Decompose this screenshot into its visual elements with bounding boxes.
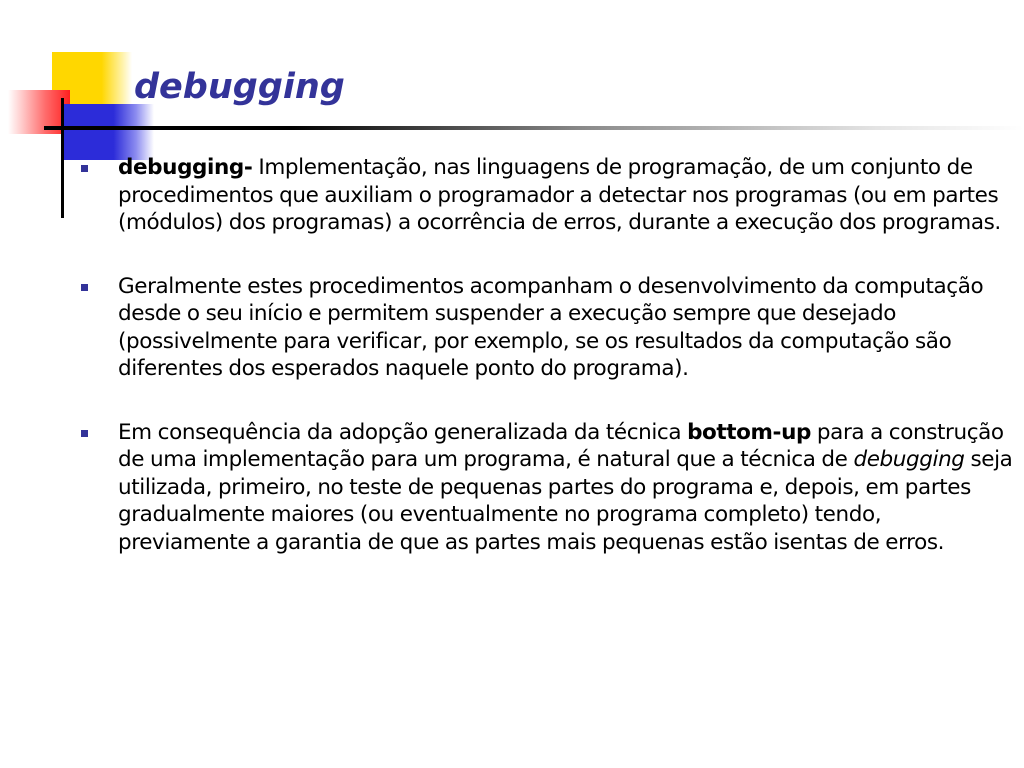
bullet-list [118,154,1018,592]
definition-term: debugging- [118,155,253,180]
procedures-text: Geralmente estes procedimentos acompanham o desenvolvimento da computação desde o seu início e permitem suspender a execução sempre que desejado (possivelmente para verificar, por exemplo, se os resultados da computação são diferentes dos esperados naquele ponto do programa). [118,273,984,381]
bottom-up-text-part-2: para a construção de uma implementação para um programa, é natural que a técnica de [118,419,1004,472]
bottom-up-text-part-1: Em consequência da adopção generalizada da técnica [118,419,688,445]
decoration-vertical-line [61,98,64,218]
bottom-up-term: bottom-up [687,419,811,445]
debugging-emphasis: debugging [853,447,965,472]
bottom-up-text-part-3: seja utilizada, primeiro, no teste de pequenas partes do programa e, depois, em partes gradualmente maiores (ou eventualmente no programa completo) tendo, previamente a garantia de que as partes mais pequenas estão isentas de erros. [118,447,1013,555]
definition-text: Implementação, nas linguagens de programação, de um conjunto de procedimentos que auxiliam o programador a detectar nos programas (ou em partes (módulos) dos programas) a ocorrência de erros, durante a execução dos programas. [118,155,1001,235]
bullet-item-procedures [118,273,1018,383]
square-bullet-icon [81,284,88,291]
decoration-blue-square [64,104,154,160]
title-underline [44,126,1024,130]
slide-title: debugging [134,67,345,107]
bullet-item-bottom-up [118,419,1018,557]
bullet-item-definition [118,154,1018,237]
square-bullet-icon [81,430,88,437]
square-bullet-icon [81,165,88,172]
